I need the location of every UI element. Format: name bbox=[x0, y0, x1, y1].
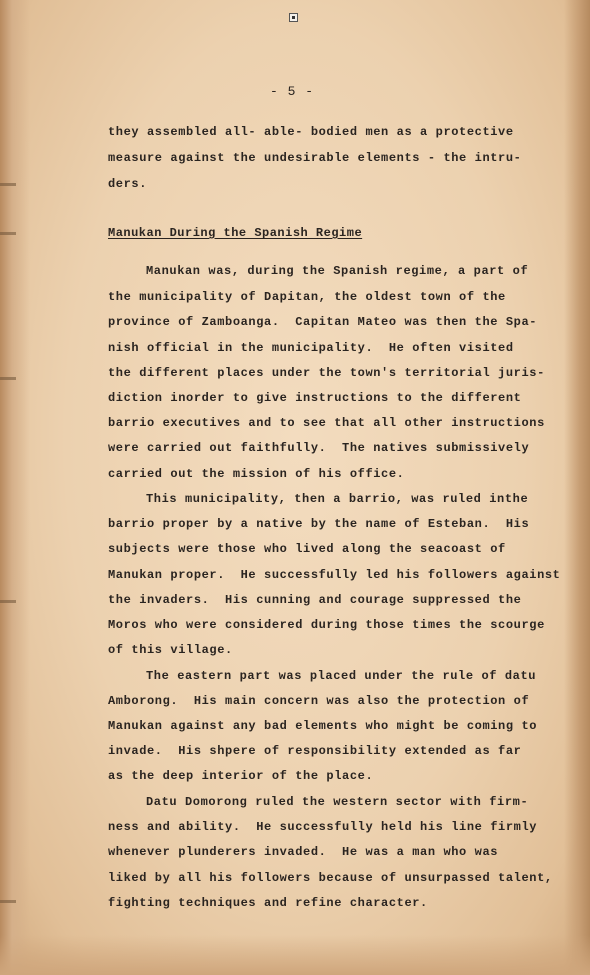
text-line: carried out the mission of his office. bbox=[108, 467, 405, 481]
text-line: fighting techniques and refine character. bbox=[108, 896, 428, 910]
text-line: as the deep interior of the place. bbox=[108, 769, 374, 783]
binding-edge bbox=[0, 0, 30, 975]
text-line: the invaders. His cunning and courage suppressed the bbox=[108, 593, 522, 607]
text-line: Moros who were considered during those times the scourge bbox=[108, 618, 545, 632]
text-line: were carried out faithfully. The natives submissively bbox=[108, 441, 530, 455]
right-edge bbox=[564, 0, 590, 975]
binding-mark bbox=[0, 600, 16, 603]
text-line: measure against the undesirable elements - the intru- bbox=[108, 151, 522, 165]
text-line: Manukan against any bad elements who might be coming to bbox=[108, 719, 538, 733]
text-line: barrio proper by a native by the name of Esteban. His bbox=[108, 517, 530, 531]
text-line: This municipality, then a barrio, was ruled inthe bbox=[146, 492, 529, 506]
page-number: - 5 - bbox=[270, 84, 315, 99]
staple-icon bbox=[289, 13, 298, 22]
text-line: The eastern part was placed under the rule of datu bbox=[146, 669, 537, 683]
bottom-edge bbox=[0, 935, 590, 975]
text-line: Datu Domorong ruled the western sector with firm- bbox=[146, 795, 529, 809]
text-line: diction inorder to give instructions to the different bbox=[108, 391, 522, 405]
text-line: province of Zamboanga. Capitan Mateo was then the Spa- bbox=[108, 315, 538, 329]
binding-mark bbox=[0, 183, 16, 186]
binding-mark bbox=[0, 900, 16, 903]
text-line: Manukan proper. He successfully led his followers against bbox=[108, 568, 561, 582]
text-line: Manukan was, during the Spanish regime, a part of bbox=[146, 264, 529, 278]
text-line: they assembled all- able- bodied men as a protective bbox=[108, 125, 514, 139]
text-line: barrio executives and to see that all other instructions bbox=[108, 416, 545, 430]
text-line: whenever plunderers invaded. He was a man who was bbox=[108, 845, 499, 859]
section-heading: Manukan During the Spanish Regime bbox=[108, 226, 363, 240]
text-line: of this village. bbox=[108, 643, 233, 657]
text-line: liked by all his followers because of unsurpassed talent, bbox=[108, 871, 553, 885]
text-line: the municipality of Dapitan, the oldest town of the bbox=[108, 290, 506, 304]
binding-mark bbox=[0, 377, 16, 380]
text-line: Amborong. His main concern was also the protection of bbox=[108, 694, 530, 708]
binding-mark bbox=[0, 232, 16, 235]
text-line: nish official in the municipality. He often visited bbox=[108, 341, 514, 355]
text-line: ders. bbox=[108, 177, 148, 191]
text-line: invade. His shpere of responsibility extended as far bbox=[108, 744, 522, 758]
text-line: the different places under the town's territorial juris- bbox=[108, 366, 545, 380]
text-line: subjects were those who lived along the seacoast of bbox=[108, 542, 506, 556]
text-line: ness and ability. He successfully held his line firmly bbox=[108, 820, 538, 834]
